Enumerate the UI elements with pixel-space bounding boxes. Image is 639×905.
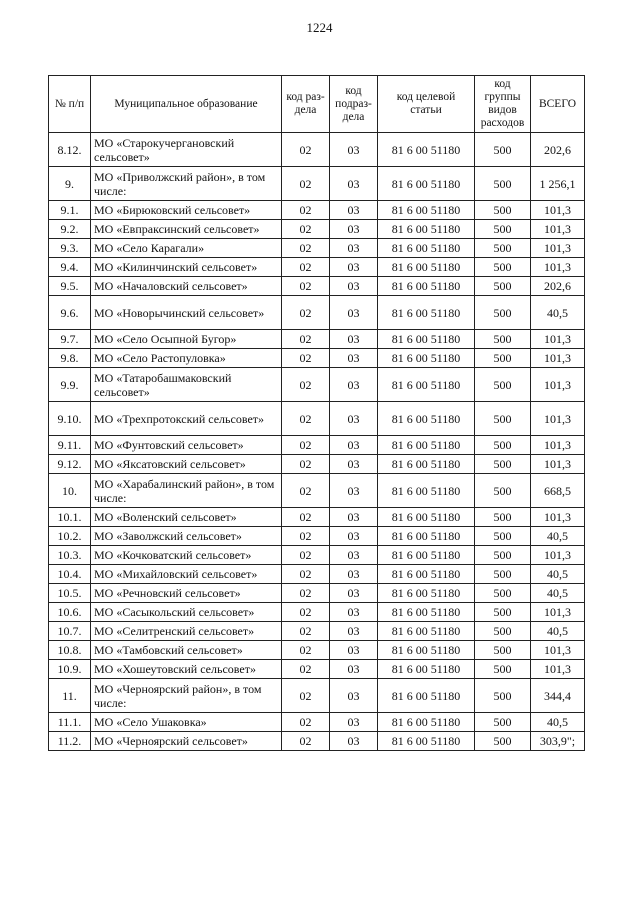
- cell-total: 101,3: [531, 201, 585, 220]
- cell-name: МО «Килинчинский сельсовет»: [91, 258, 282, 277]
- cell-num: 9.8.: [49, 349, 91, 368]
- cell-section: 02: [282, 167, 330, 201]
- cell-subsection: 03: [330, 133, 378, 167]
- cell-name: МО «Заволжский сельсовет»: [91, 527, 282, 546]
- cell-expense-group: 500: [475, 133, 531, 167]
- cell-target: 81 6 00 51180: [378, 133, 475, 167]
- table-row: [49, 133, 585, 167]
- cell-num: 11.: [49, 679, 91, 713]
- cell-section: 02: [282, 603, 330, 622]
- cell-total: 101,3: [531, 349, 585, 368]
- cell-target: 81 6 00 51180: [378, 455, 475, 474]
- cell-section: 02: [282, 622, 330, 641]
- cell-target: 81 6 00 51180: [378, 527, 475, 546]
- cell-target: 81 6 00 51180: [378, 679, 475, 713]
- table-row: [49, 603, 585, 622]
- cell-num: 9.2.: [49, 220, 91, 239]
- header-expense-group: код группы видов расходов: [475, 76, 531, 133]
- table-row: [49, 641, 585, 660]
- cell-subsection: 03: [330, 474, 378, 508]
- cell-expense-group: 500: [475, 660, 531, 679]
- cell-name: МО «Черноярский район», в том числе:: [91, 679, 282, 713]
- cell-name: МО «Яксатовский сельсовет»: [91, 455, 282, 474]
- cell-subsection: 03: [330, 402, 378, 436]
- cell-num: 10.: [49, 474, 91, 508]
- cell-section: 02: [282, 402, 330, 436]
- cell-expense-group: 500: [475, 368, 531, 402]
- cell-num: 9.5.: [49, 277, 91, 296]
- cell-expense-group: 500: [475, 220, 531, 239]
- cell-total: 101,3: [531, 603, 585, 622]
- cell-subsection: 03: [330, 546, 378, 565]
- cell-expense-group: 500: [475, 349, 531, 368]
- cell-section: 02: [282, 660, 330, 679]
- cell-num: 9.: [49, 167, 91, 201]
- table-row: [49, 258, 585, 277]
- cell-target: 81 6 00 51180: [378, 220, 475, 239]
- cell-num: 10.5.: [49, 584, 91, 603]
- cell-section: 02: [282, 296, 330, 330]
- cell-target: 81 6 00 51180: [378, 330, 475, 349]
- cell-target: 81 6 00 51180: [378, 713, 475, 732]
- cell-name: МО «Трехпротокский сельсовет»: [91, 402, 282, 436]
- cell-target: 81 6 00 51180: [378, 584, 475, 603]
- table-row: [49, 296, 585, 330]
- table-row: [49, 402, 585, 436]
- header-num: № п/п: [49, 76, 91, 133]
- table-row: [49, 679, 585, 713]
- cell-expense-group: 500: [475, 296, 531, 330]
- table-row: [49, 660, 585, 679]
- budget-table: [48, 75, 585, 751]
- cell-total: 101,3: [531, 220, 585, 239]
- cell-name: МО «Селитренский сельсовет»: [91, 622, 282, 641]
- cell-num: 10.8.: [49, 641, 91, 660]
- cell-expense-group: 500: [475, 474, 531, 508]
- cell-target: 81 6 00 51180: [378, 474, 475, 508]
- cell-num: 9.4.: [49, 258, 91, 277]
- cell-expense-group: 500: [475, 679, 531, 713]
- cell-name: МО «Кочковатский сельсовет»: [91, 546, 282, 565]
- cell-total: 668,5: [531, 474, 585, 508]
- cell-name: МО «Началовский сельсовет»: [91, 277, 282, 296]
- cell-name: МО «Село Карагали»: [91, 239, 282, 258]
- cell-subsection: 03: [330, 565, 378, 584]
- cell-num: 10.1.: [49, 508, 91, 527]
- cell-section: 02: [282, 220, 330, 239]
- cell-subsection: 03: [330, 296, 378, 330]
- cell-num: 9.3.: [49, 239, 91, 258]
- cell-name: МО «Тамбовский сельсовет»: [91, 641, 282, 660]
- cell-num: 10.3.: [49, 546, 91, 565]
- cell-section: 02: [282, 436, 330, 455]
- cell-section: 02: [282, 584, 330, 603]
- cell-section: 02: [282, 368, 330, 402]
- table-row: [49, 277, 585, 296]
- cell-subsection: 03: [330, 349, 378, 368]
- cell-section: 02: [282, 527, 330, 546]
- cell-subsection: 03: [330, 622, 378, 641]
- cell-expense-group: 500: [475, 584, 531, 603]
- cell-subsection: 03: [330, 641, 378, 660]
- cell-section: 02: [282, 330, 330, 349]
- cell-target: 81 6 00 51180: [378, 258, 475, 277]
- cell-total: 40,5: [531, 565, 585, 584]
- cell-section: 02: [282, 546, 330, 565]
- cell-num: 9.10.: [49, 402, 91, 436]
- cell-section: 02: [282, 258, 330, 277]
- cell-expense-group: 500: [475, 732, 531, 751]
- cell-total: 101,3: [531, 330, 585, 349]
- table-row: [49, 508, 585, 527]
- cell-name: МО «Село Осыпной Бугор»: [91, 330, 282, 349]
- cell-section: 02: [282, 474, 330, 508]
- cell-expense-group: 500: [475, 436, 531, 455]
- cell-subsection: 03: [330, 732, 378, 751]
- cell-subsection: 03: [330, 584, 378, 603]
- cell-expense-group: 500: [475, 277, 531, 296]
- cell-name: МО «Старокучергановский сельсовет»: [91, 133, 282, 167]
- cell-subsection: 03: [330, 455, 378, 474]
- header-name: Муниципальное образование: [91, 76, 282, 133]
- cell-section: 02: [282, 565, 330, 584]
- cell-name: МО «Татаробашмаковский сельсовет»: [91, 368, 282, 402]
- table-row: [49, 436, 585, 455]
- cell-num: 11.1.: [49, 713, 91, 732]
- cell-subsection: 03: [330, 220, 378, 239]
- cell-num: 10.6.: [49, 603, 91, 622]
- cell-expense-group: 500: [475, 713, 531, 732]
- cell-subsection: 03: [330, 603, 378, 622]
- cell-num: 10.4.: [49, 565, 91, 584]
- cell-total: 303,9";: [531, 732, 585, 751]
- cell-target: 81 6 00 51180: [378, 277, 475, 296]
- table-row: [49, 349, 585, 368]
- cell-total: 202,6: [531, 277, 585, 296]
- cell-total: 202,6: [531, 133, 585, 167]
- table-row: [49, 546, 585, 565]
- table-row: [49, 584, 585, 603]
- header-total: ВСЕГО: [531, 76, 585, 133]
- table-row: [49, 455, 585, 474]
- header-target: код целевой статьи: [378, 76, 475, 133]
- cell-total: 101,3: [531, 239, 585, 258]
- cell-total: 101,3: [531, 660, 585, 679]
- cell-target: 81 6 00 51180: [378, 660, 475, 679]
- cell-total: 1 256,1: [531, 167, 585, 201]
- cell-target: 81 6 00 51180: [378, 436, 475, 455]
- cell-total: 40,5: [531, 713, 585, 732]
- table-row: [49, 201, 585, 220]
- cell-name: МО «Харабалинский район», в том числе:: [91, 474, 282, 508]
- cell-subsection: 03: [330, 277, 378, 296]
- cell-total: 40,5: [531, 527, 585, 546]
- cell-total: 344,4: [531, 679, 585, 713]
- cell-subsection: 03: [330, 660, 378, 679]
- cell-subsection: 03: [330, 679, 378, 713]
- cell-name: МО «Речновский сельсовет»: [91, 584, 282, 603]
- cell-target: 81 6 00 51180: [378, 296, 475, 330]
- cell-target: 81 6 00 51180: [378, 508, 475, 527]
- cell-num: 10.2.: [49, 527, 91, 546]
- cell-total: 101,3: [531, 402, 585, 436]
- cell-name: МО «Бирюковский сельсовет»: [91, 201, 282, 220]
- cell-section: 02: [282, 133, 330, 167]
- cell-section: 02: [282, 641, 330, 660]
- cell-total: 101,3: [531, 508, 585, 527]
- page-number: 1224: [306, 20, 333, 35]
- cell-name: МО «Хошеутовский сельсовет»: [91, 660, 282, 679]
- cell-expense-group: 500: [475, 508, 531, 527]
- cell-section: 02: [282, 277, 330, 296]
- cell-target: 81 6 00 51180: [378, 565, 475, 584]
- cell-name: МО «Фунтовский сельсовет»: [91, 436, 282, 455]
- cell-name: МО «Воленский сельсовет»: [91, 508, 282, 527]
- cell-section: 02: [282, 201, 330, 220]
- cell-section: 02: [282, 679, 330, 713]
- cell-total: 101,3: [531, 258, 585, 277]
- cell-target: 81 6 00 51180: [378, 402, 475, 436]
- cell-total: 101,3: [531, 455, 585, 474]
- cell-target: 81 6 00 51180: [378, 368, 475, 402]
- cell-expense-group: 500: [475, 546, 531, 565]
- cell-subsection: 03: [330, 527, 378, 546]
- header-section: код раз-дела: [282, 76, 330, 133]
- cell-target: 81 6 00 51180: [378, 239, 475, 258]
- cell-target: 81 6 00 51180: [378, 732, 475, 751]
- cell-num: 9.9.: [49, 368, 91, 402]
- cell-expense-group: 500: [475, 330, 531, 349]
- cell-expense-group: 500: [475, 167, 531, 201]
- table-row: [49, 239, 585, 258]
- cell-num: 10.7.: [49, 622, 91, 641]
- table-header-row: [49, 76, 585, 133]
- cell-total: 101,3: [531, 546, 585, 565]
- cell-name: МО «Евпраксинский сельсовет»: [91, 220, 282, 239]
- cell-name: МО «Новорычинский сельсовет»: [91, 296, 282, 330]
- cell-name: МО «Черноярский сельсовет»: [91, 732, 282, 751]
- table-row: [49, 565, 585, 584]
- cell-target: 81 6 00 51180: [378, 167, 475, 201]
- cell-subsection: 03: [330, 201, 378, 220]
- cell-expense-group: 500: [475, 603, 531, 622]
- cell-expense-group: 500: [475, 201, 531, 220]
- table-row: [49, 622, 585, 641]
- cell-expense-group: 500: [475, 258, 531, 277]
- cell-total: 101,3: [531, 436, 585, 455]
- cell-num: 9.6.: [49, 296, 91, 330]
- cell-target: 81 6 00 51180: [378, 201, 475, 220]
- cell-subsection: 03: [330, 167, 378, 201]
- cell-num: 9.11.: [49, 436, 91, 455]
- cell-name: МО «Михайловский сельсовет»: [91, 565, 282, 584]
- cell-expense-group: 500: [475, 239, 531, 258]
- cell-name: МО «Село Растопуловка»: [91, 349, 282, 368]
- cell-total: 40,5: [531, 622, 585, 641]
- cell-num: 10.9.: [49, 660, 91, 679]
- cell-subsection: 03: [330, 508, 378, 527]
- cell-num: 11.2.: [49, 732, 91, 751]
- cell-section: 02: [282, 239, 330, 258]
- cell-target: 81 6 00 51180: [378, 641, 475, 660]
- cell-target: 81 6 00 51180: [378, 603, 475, 622]
- table-row: [49, 220, 585, 239]
- cell-section: 02: [282, 508, 330, 527]
- table-row: [49, 713, 585, 732]
- cell-expense-group: 500: [475, 455, 531, 474]
- table-row: [49, 732, 585, 751]
- cell-subsection: 03: [330, 713, 378, 732]
- cell-subsection: 03: [330, 436, 378, 455]
- cell-target: 81 6 00 51180: [378, 546, 475, 565]
- cell-total: 101,3: [531, 368, 585, 402]
- cell-section: 02: [282, 732, 330, 751]
- cell-expense-group: 500: [475, 622, 531, 641]
- table-row: [49, 527, 585, 546]
- cell-target: 81 6 00 51180: [378, 349, 475, 368]
- table-row: [49, 167, 585, 201]
- cell-total: 101,3: [531, 641, 585, 660]
- table-row: [49, 368, 585, 402]
- cell-section: 02: [282, 713, 330, 732]
- cell-num: 9.12.: [49, 455, 91, 474]
- cell-subsection: 03: [330, 258, 378, 277]
- cell-subsection: 03: [330, 368, 378, 402]
- cell-subsection: 03: [330, 239, 378, 258]
- cell-num: 8.12.: [49, 133, 91, 167]
- cell-target: 81 6 00 51180: [378, 622, 475, 641]
- table-row: [49, 474, 585, 508]
- cell-num: 9.7.: [49, 330, 91, 349]
- cell-expense-group: 500: [475, 641, 531, 660]
- cell-name: МО «Село Ушаковка»: [91, 713, 282, 732]
- cell-name: МО «Сасыкольский сельсовет»: [91, 603, 282, 622]
- table-row: [49, 330, 585, 349]
- cell-num: 9.1.: [49, 201, 91, 220]
- cell-name: МО «Приволжский район», в том числе:: [91, 167, 282, 201]
- cell-expense-group: 500: [475, 402, 531, 436]
- header-subsection: код подраз-дела: [330, 76, 378, 133]
- cell-total: 40,5: [531, 584, 585, 603]
- cell-expense-group: 500: [475, 565, 531, 584]
- cell-subsection: 03: [330, 330, 378, 349]
- cell-section: 02: [282, 349, 330, 368]
- cell-section: 02: [282, 455, 330, 474]
- cell-total: 40,5: [531, 296, 585, 330]
- cell-expense-group: 500: [475, 527, 531, 546]
